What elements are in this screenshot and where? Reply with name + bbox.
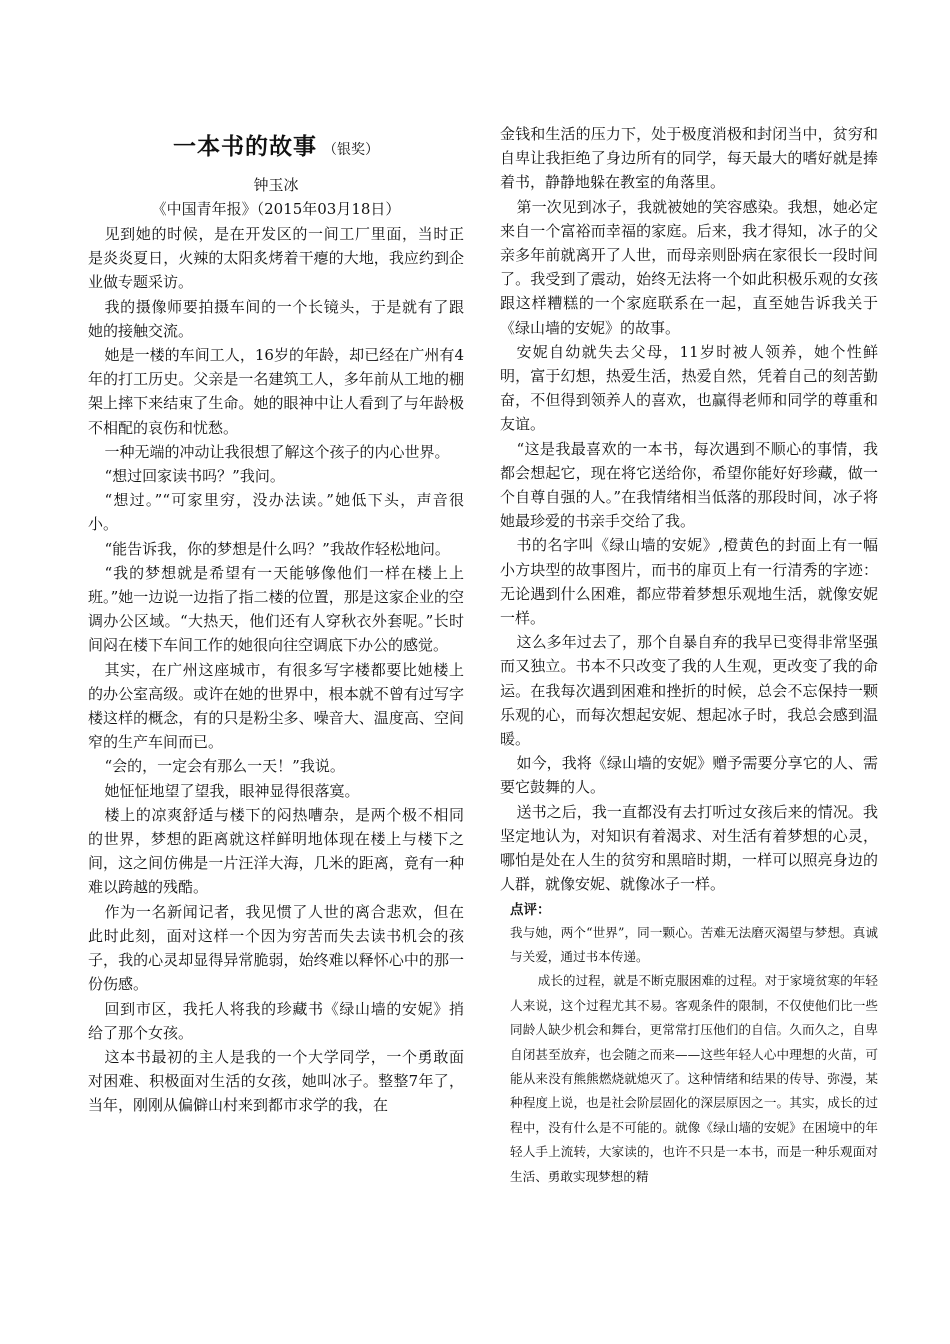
paragraph: 安妮自幼就失去父母，11岁时被人领养，她个性鲜明，富于幻想，热爱生活，热爱自然，凭着自己的刻苦勤奋，不但得到领养人的喜欢，也赢得老师和同学的尊重和友谊。 <box>500 342 878 434</box>
review-paragraph: 成长的过程，就是不断克服困难的过程。对于家境贫寒的年轻人来说，这个过程尤其不易。客观条件的限制，不仅使他们比一些同龄人缺少机会和舞台，更常常打压他们的自信。久而久之，自卑自闭甚至放弃，也会随之而来——这些年轻人心中理想的火苗，可能从来没有熊熊燃烧就熄灭了。这种情绪和结果的传导、弥漫，某种程度上说，也是社会阶层固化的深层原因之一。其实，成长的过程中，没有什么是不可能的。就像《绿山墙的安妮》在困境中的年轻人手上流转，大家读的，也许不只是一本书，而是一种乐观面对生活、勇敢实现梦想的精 <box>510 973 878 1184</box>
paragraph: 我的摄像师要拍摄车间的一个长镜头，于是就有了跟她的接触交流。 <box>88 297 464 340</box>
paragraph: 楼上的凉爽舒适与楼下的闷热嘈杂，是两个极不相同的世界，梦想的距离就这样鲜明地体现在楼上与楼下之间，这之间仿佛是一片汪洋大海，几米的距离，竟有一种难以跨越的残酷。 <box>88 805 464 897</box>
review-label: 点评： <box>510 901 551 918</box>
paragraph: “能告诉我，你的梦想是什么吗？”我故作轻松地问。 <box>104 539 450 558</box>
paragraph: 第一次见到冰子，我就被她的笑容感染。我想，她必定来自一个富裕而幸福的家庭。后来，我才得知，冰子的父亲多年前就离开了人世，而母亲则卧病在家很长一段时间了。我受到了震动，始终无法将一个如此积极乐观的女孩跟这样糟糕的一个家庭联系在一起，直至她告诉我关于《绿山墙的安妮》的故事。 <box>500 197 878 337</box>
left-body-text <box>88 222 464 1118</box>
article-title: 一本书的故事 <box>173 133 317 160</box>
author-name: 钟玉冰 <box>253 176 299 194</box>
paragraph: 她是一楼的车间工人，16岁的年龄，却已经在广州有4年的打工历史。父亲是一名建筑工人，多年前从工地的棚架上摔下来结束了生命。她的眼神中让人看到了与年龄极不相配的哀伤和忧愁。 <box>88 346 464 437</box>
paragraph: “我的梦想就是希望有一天能够像他们一样在楼上上班。”她一边说一边指了指二楼的位置，那是这家企业的空调办公区域。“大热天，他们还有人穿秋衣外套呢。”长时间闷在楼下车间工作的她很向往空调底下办公的感觉。 <box>88 563 464 655</box>
paragraph: 见到她的时候，是在开发区的一间工厂里面，当时正是炎炎夏日，火辣的太阳炙烤着干瘪的大地，我应约到企业做专题采访。 <box>88 225 464 292</box>
paragraph: 一种无端的冲动让我很想了解这个孩子的内心世界。 <box>104 442 450 461</box>
paragraph: “这是我最喜欢的一本书，每次遇到不顺心的事情，我都会想起它，现在将它送给你，希望你能好好珍藏，做一个自尊自强的人。”在我情绪相当低落的那段时间，冰子将她最珍爱的书亲手交给了我。 <box>500 439 878 531</box>
paragraph: “会的，一定会有那么一天！”我说。 <box>104 757 345 776</box>
source-line: 《中国青年报》（2015年03月18日） <box>151 200 401 218</box>
paragraph: “想过。”“可家里穷，没办法读。”她低下头，声音很小。 <box>88 491 464 534</box>
paragraph: “想过回家读书吗？”我问。 <box>104 467 285 486</box>
paragraph: 书的名字叫《绿山墙的安妮》,橙黄色的封面上有一幅小方块型的故事图片，而书的扉页上有一行清秀的字迹：无论遇到什么困难，都应带着梦想乐观地生活，就像安妮一样。 <box>500 536 878 628</box>
paragraph: 送书之后，我一直都没有去打听过女孩后来的情况。我坚定地认为，对知识有着渴求、对生活有着梦想的心灵，哪怕是处在人生的贫穷和黑暗时期，一样可以照亮身边的人群，就像安妮、就像冰子一样。 <box>500 802 878 894</box>
review-text <box>500 921 878 1189</box>
article-title-row <box>88 128 464 161</box>
paragraph-continued: 金钱和生活的压力下，处于极度消极和封闭当中，贫穷和自卑让我拒绝了身边所有的同学，每天最大的嗜好就是捧着书，静静地躲在教室的角落里。 <box>500 125 878 192</box>
paragraph: 回到市区，我托人将我的珍藏书《绿山墙的安妮》捎给了那个女孩。 <box>88 999 464 1042</box>
paragraph: 这本书最初的主人是我的一个大学同学，一个勇敢面对困难、积极面对生活的女孩，她叫冰子。整整7年了，当年，刚刚从偏僻山村来到都市求学的我，在 <box>88 1047 464 1115</box>
paragraph: 这么多年过去了，那个自暴自弃的我早已变得非常坚强而又独立。书本不只改变了我的人生观，更改变了我的命运。在我每次遇到困难和挫折的时候，总会不忘保持一颗乐观的心，而每次想起安妮、想起冰子时，我总会感到温暖。 <box>500 633 878 749</box>
right-body-text <box>500 122 878 1189</box>
paragraph: 作为一名新闻记者，我见惯了人世的离合悲欢，但在此时此刻，面对这样一个因为穷苦而失去读书机会的孩子，我的心灵却显得异常脆弱，始终难以释怀心中的那一份伤感。 <box>88 902 464 994</box>
award-tag: （银奖） <box>323 142 379 158</box>
paragraph: 她怔怔地望了望我，眼神显得很落寞。 <box>104 781 360 800</box>
paragraph: 如今，我将《绿山墙的安妮》赠予需要分享它的人、需要它鼓舞的人。 <box>500 754 878 797</box>
paragraph: 其实，在广州这座城市，有很多写字楼都要比她楼上的办公室高级。或许在她的世界中，根本就不曾有过写字楼这样的概念，有的只是粉尘多、噪音大、温度高、空间窄的生产车间而已。 <box>88 660 464 752</box>
review-paragraph: 我与她，两个“世界”，同一颗心。苦难无法磨灭渴望与梦想。真诚与关爱，通过书本传递。 <box>510 924 878 964</box>
